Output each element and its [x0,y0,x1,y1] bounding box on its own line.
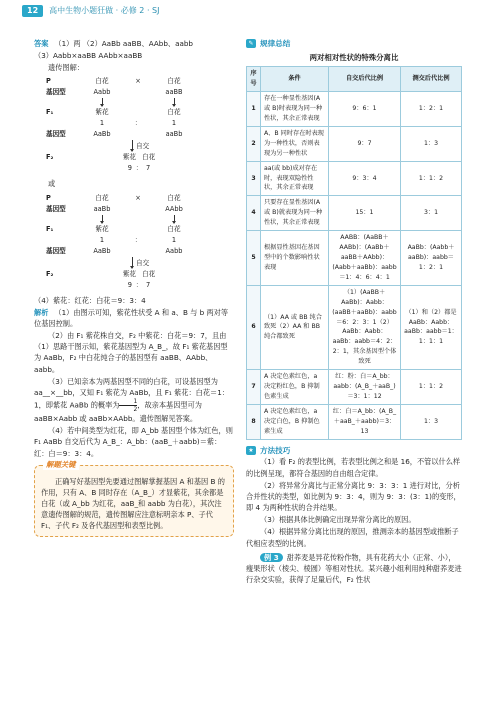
answer-line-3: 遗传图解： [48,63,84,73]
col-header: 序号 [247,67,261,92]
diagram-f2-row: F₂ 紫花 白花 [46,269,156,278]
genetic-diagram-2 [46,193,224,291]
ratio-table [246,66,462,439]
table-row: 2 A、B 同时存在时表现为一种性状，否则表现为另一种性状 9：7 1：3 [247,126,462,161]
method-section [246,445,462,549]
genetic-diagram-1 [46,76,224,174]
solve-key-text: 正确写好基因型先要通过图解掌握基因 A 和基因 B 的作用，只有 A、B 同时存在（A_B_）才显紫花，其余都是白花（或 A_bb 为红花，aaB_和 aabb 为白花），其次注意遗传图解的规范，遗传图解应注意标明亲本 P、子代 F₁、子代 F₂ 及各代基因型和表型比例。 [41,476,225,531]
table-row: 8 A 决定色素红色，a 决定白色，B 抑制色素生成 红：白＝A_bb：(A_B_＋aaB_＋aabb)＝3：13 1：3 [247,404,462,439]
diagram-f1-row: F₁ 紫花 白花 [46,224,181,233]
diagram-f1-genotype-row: 基因型 AaBb Aabb [46,246,183,255]
diagram-arrows [46,215,224,224]
method-p4: （4）根据异常分离比出现的原因，推测亲本的基因型或推断子代相应表型的比例。 [246,527,459,548]
solve-key-title: 解题关键 [43,459,79,470]
book-title: 高中生物小题狂做 · 必修 2 · SJ [49,5,160,15]
table-title: 两对相对性状的特殊分离比 [309,52,399,62]
right-column [246,38,462,585]
table-row: 5 根据显性基因在基因型中的个数影响性状表现 AABB：(AaBB＋AABb)：(AaBb＋aaBB＋AAbb)：(Aabb＋aaBb)：aabb＝1：4：6：4：1 AaBb：(Aabb＋aaBb)：aabb＝1：2：1 [247,231,462,286]
answer-line-1: 答案 （1）两 （2）AaBb aaBB、AAbb、aabb [34,39,193,48]
method-p1: （1）看 F₂ 的表型比例，若表型比例之和是 16，不管以什么样的比例呈现，都符合基因的自由组合定律。 [246,457,461,478]
answer-line-2: （3）Aabb×aaBB AAbb×aaBB [34,51,143,61]
table-row: 6 （1）AA 或 BB 纯合致死（2）AA 和 BB 纯合都致死 （1）(AaBB＋AaBb)：Aabb：(aaBB＋aaBb)：aabb＝6：2：3：1（2）AaBb：Aabb：aaBb：aabb＝4：2：2：1，其余基因型个体致死 （1）和（2）都是 AaBb：Aabb：aaBb：aabb＝1：1：1：1 [247,285,462,369]
diagram-arrows [46,98,224,107]
method-heading: ★ 方法技巧 [246,445,462,457]
method-p2: （2）将异常分离比与正常分离比 9：3：3：1 进行对比，分析合并性状的类型，如比例为 9：3：4，则为 9：3：(3：1)的变形，即 4 为两种性状的合并结果。 [246,480,461,513]
left-column [34,38,234,537]
analysis-p4: （4）若中间类型为红花，即 A_bb 基因型个体为红色，则 F₁ AaBb 自交后代为 A_B_：A_bb：(aaB_＋aabb)＝紫：红：白＝9：3：4。 [34,426,233,458]
col-header: 条件 [261,67,329,92]
summary-icon: ✎ [246,39,256,48]
diagram-p-genotype-row: 基因型 aaBb AAbb [46,204,183,213]
diagram-f2-ratio-row: 9 ： 7 [127,164,151,173]
method-p3: （3）根据具体比例确定出现异常分离比的原因。 [260,515,416,525]
analysis-tag: 解析 [34,307,49,317]
or-text: 或 [48,179,56,189]
answer-4: （4）紫花：红花：白花＝9：3：4 [34,295,146,305]
page-header [22,4,159,18]
example-3: 例 3 甜荞麦是异花传粉作物，具有花药大小（正常、小），瘦果形状（棱尖、棱圆）等相对性状。某兴趣小组利用纯种甜荞麦进行杂交实验，获得了足量后代，F₂ 性状 [246,552,462,584]
diagram-f2-row: F₂ 紫花 白花 [46,153,156,162]
method-icon: ★ [246,446,256,455]
table-row: 4 只要存在显性基因(A 或 B)就表现为同一种性状，其余正常表现 15：1 3：1 [247,196,462,231]
table-header-row [247,67,462,92]
page-number: 12 [22,5,43,17]
diagram-selfing: 自交 [46,140,224,152]
diagram-p-row: P 白花 × 白花 [46,77,181,86]
diagram-f1-row: F₁ 紫花 白花 [46,108,181,117]
table-row: 1 存在一种显性基因(A 或 B)时表现为同一种性状，其余正常表现 9：6：1 1：2：1 [247,92,462,127]
diagram-f2-ratio-row: 9 ： 7 [127,280,151,289]
example-tag: 例 3 [260,553,283,562]
col-header: 测交后代比例 [401,67,462,92]
summary-heading: ✎ 规律总结 [246,38,462,50]
diagram-p-genotype-row: 基因型 Aabb aaBB [46,88,183,97]
diagram-p-row: P 白花 × 白花 [46,193,181,202]
diagram-f1-genotype-row: 基因型 AaBb aaBb [46,130,183,139]
answer-tag: 答案 [34,39,49,48]
col-header: 自交后代比例 [329,67,401,92]
analysis-p3: （3）已知亲本为两基因型不同的白花，可设基因型为 aa__×__bb，又知 F₁ 紫花为 AaBb，且 F₁ 紫花：白花＝1：1，即紫花 AaBb 的概率为 $\frac{1}{2}$ ，故亲本基因型可为 aaBB×Aabb 或 aaBb×AAbb。遗传图解见答案。 [34,376,229,424]
table-row: 7 A 决定色素红色，a 决定粉红色，B 抑制色素生成 红：粉：白＝A_bb：aabb：(A_B_＋aaB_)＝3：1：12 1：1：2 [247,370,462,405]
analysis-p1: 解析 （1）由图示可知，紫花性状受 A 和 a、B 与 b 两对等位基因控制。 [34,307,229,328]
fraction: $\frac{1}{2}$ [119,398,137,413]
diagram-selfing: 自交 [46,257,224,269]
diagram-f1-ratio-row: 1 ： 1 [99,119,177,128]
diagram-f1-ratio-row: 1 ： 1 [99,235,177,244]
solve-key-box [34,459,234,538]
table-row: 3 aa(或 bb)成对存在时，表现双隐性性状，其余正常表现 9：3：4 1：1：2 [247,161,462,196]
analysis-p2: （2）由 F₁ 紫花株自交，F₂ 中紫花：白花＝9：7，且由（1）思路干图示知，紫花基因型为 A_B_，故 F₁ 紫花基因型为 AaBb，F₂ 中白花纯合子的基因型有 aaBB、AAbb、aabb。 [34,331,228,374]
